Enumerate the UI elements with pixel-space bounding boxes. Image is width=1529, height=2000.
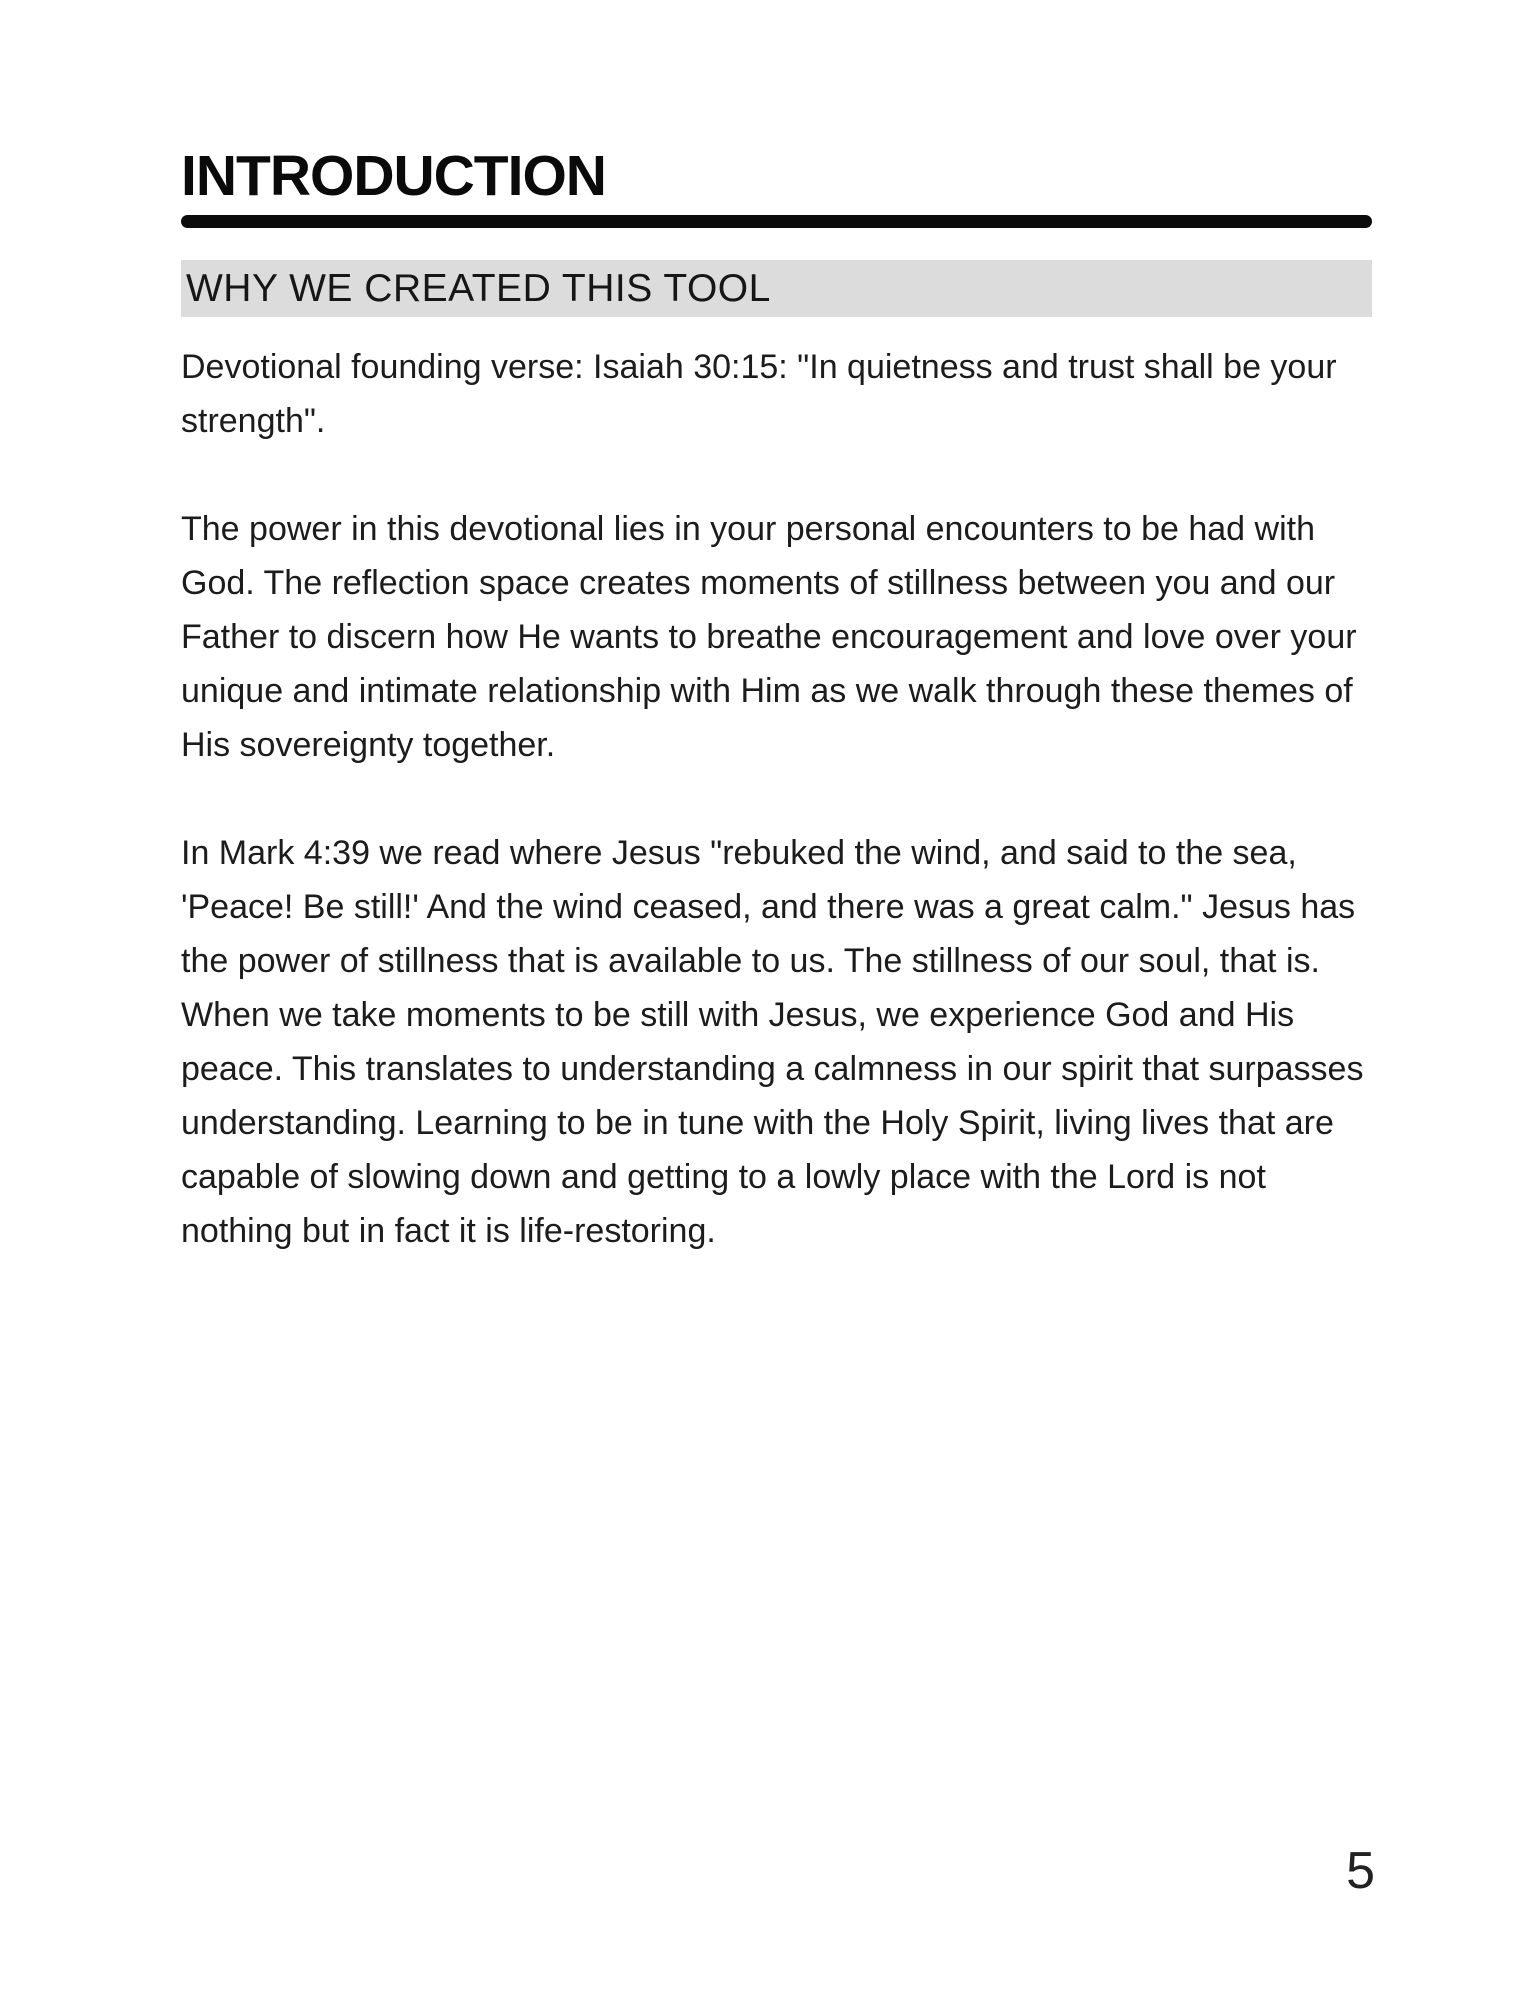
paragraph-mark-4-39: In Mark 4:39 we read where Jesus "rebuked the wind, and said to the sea, 'Peace! Be still!' And the wind ceased, and there was a great calm." Jesus has the power of stillness that is available to us. The stillness of our soul, that is. When we take moments to be still with Jesus, we experience God and His peace. This translates to understanding a calmness in our spirit that surpasses understanding. Learning to be in tune with the Holy Spirit, living lives that are capable of slowing down and getting to a lowly place with the Lord is not nothing but in fact it is life-restoring. [181,834,1364,1250]
paragraph-devotional-power: The power in this devotional lies in your personal encounters to be had with God. The reflection space creates moments of stillness between you and our Father to discern how He wants to breathe encouragement and love over your unique and intimate relationship with Him as we walk through these themes of His sovereignty together. [181,510,1357,764]
section-heading-bar [181,260,1372,317]
section-heading: WHY WE CREATED THIS TOOL [186,266,771,310]
page-title: INTRODUCTION [181,144,606,208]
title-underline-rule [181,215,1372,228]
page-number: 5 [1346,1842,1375,1900]
paragraph-founding-verse: Devotional founding verse: Isaiah 30:15: "In quietness and trust shall be your strength". [181,348,1337,440]
